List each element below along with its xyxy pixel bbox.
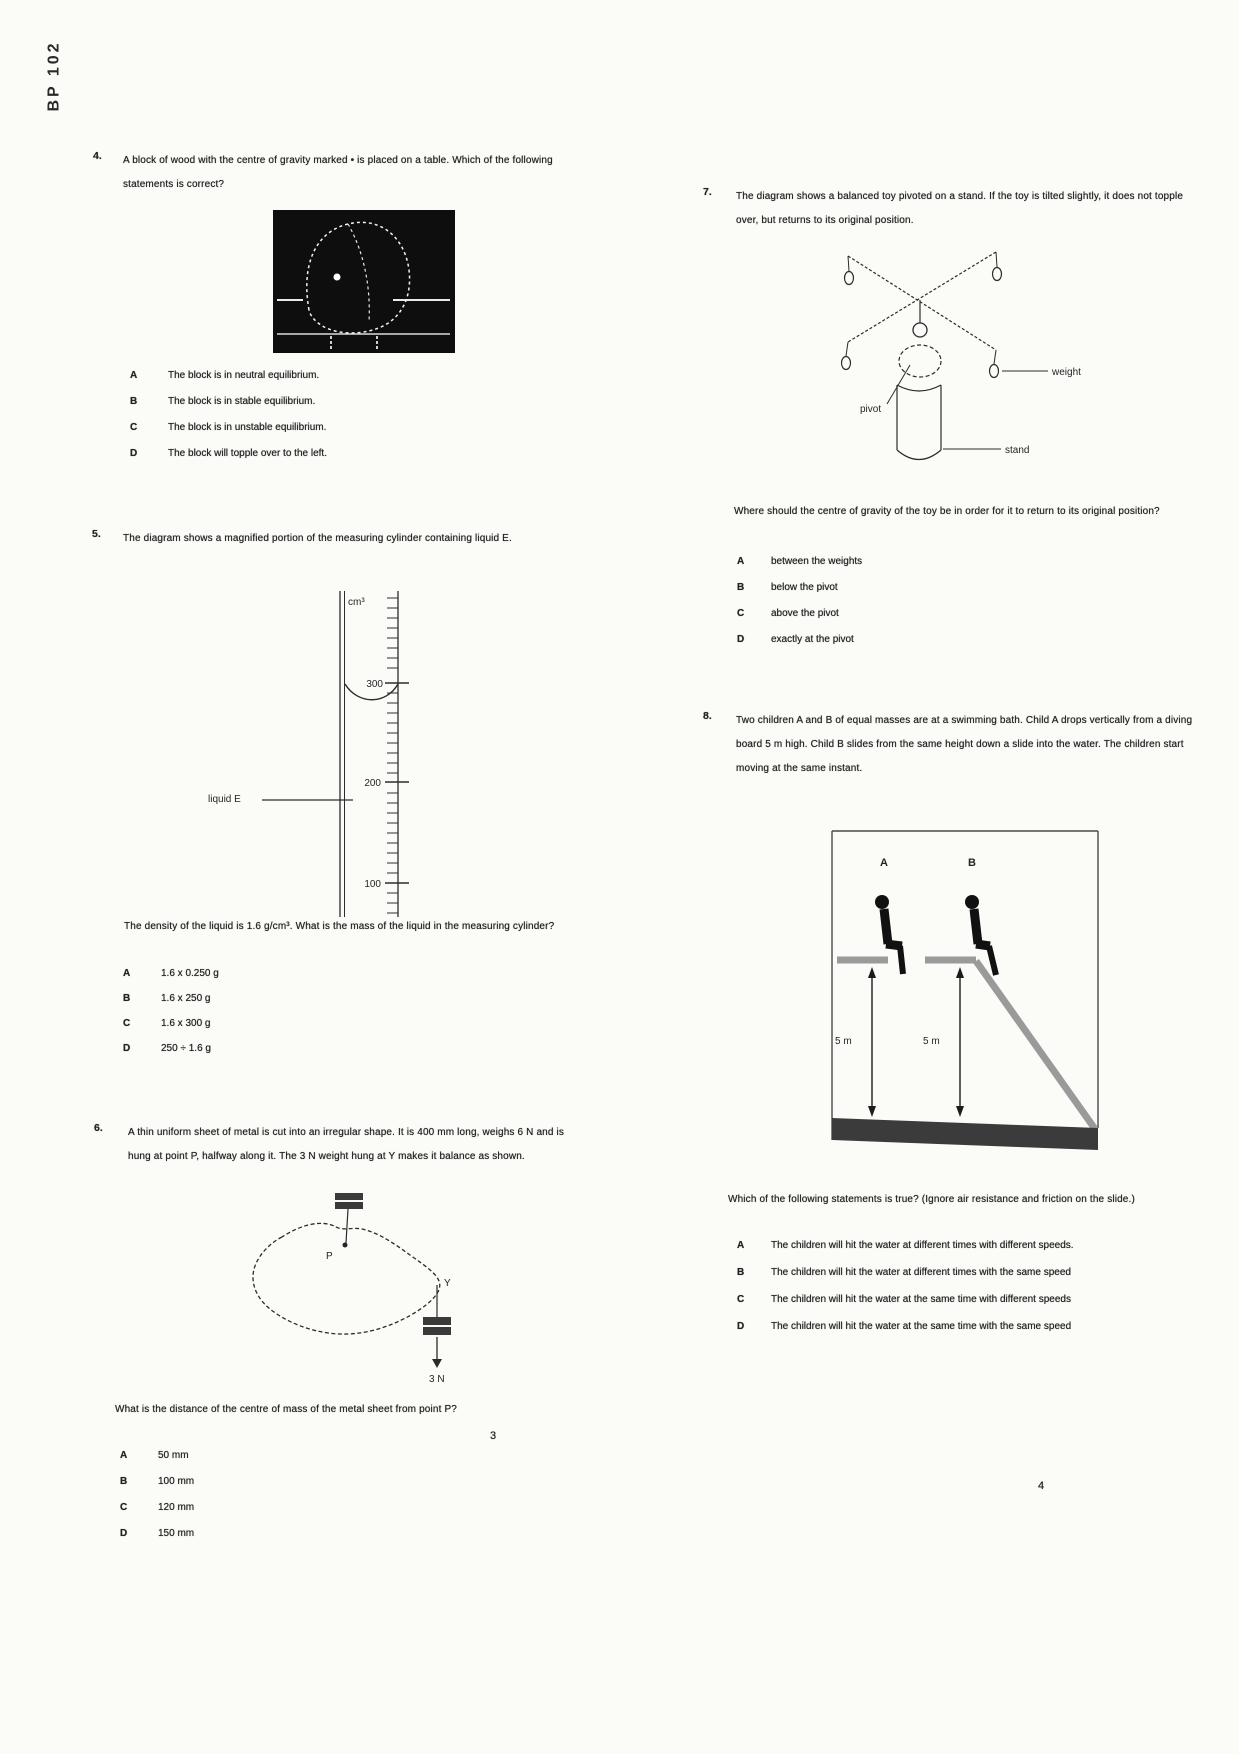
- option-row: [737, 556, 862, 582]
- cylinder-unit-label: cm³: [348, 597, 365, 608]
- child-a-torso: [884, 909, 888, 944]
- stand-rim: [897, 385, 941, 391]
- weight-ring-upper-right: [993, 268, 1002, 281]
- option-text: 50 mm: [158, 1450, 189, 1461]
- weight-bar-bottom: [423, 1327, 451, 1335]
- q6-question: What is the distance of the centre of mass of the metal sheet from point P?: [115, 1404, 457, 1415]
- option-row: [120, 1502, 194, 1528]
- q4-number: 4.: [93, 150, 102, 162]
- ring-string-upper-right: [996, 252, 997, 267]
- option-row: [123, 993, 219, 1018]
- option-row: [130, 396, 327, 422]
- option-text: The block will topple over to the left.: [168, 448, 327, 459]
- liquid-e-label: liquid E: [208, 794, 241, 805]
- q6-options: [120, 1450, 194, 1554]
- weight-bar-top: [423, 1317, 451, 1325]
- option-text: above the pivot: [771, 608, 839, 619]
- option-letter: A: [123, 968, 131, 979]
- option-letter: D: [120, 1528, 128, 1539]
- ring-string-upper-left: [848, 256, 849, 271]
- option-letter: C: [120, 1502, 128, 1513]
- child-b-thigh: [976, 944, 990, 946]
- option-letter: A: [130, 370, 138, 381]
- option-row: [737, 634, 862, 660]
- scale-label-300: 300: [366, 679, 383, 690]
- ring-string-lower-right: [994, 350, 996, 364]
- option-letter: A: [737, 1240, 745, 1251]
- child-b-head: [965, 895, 979, 909]
- height-arrow-b-head-top: [956, 967, 964, 978]
- option-row: [737, 1294, 1074, 1321]
- point-p-label: P: [326, 1251, 333, 1262]
- height-label-b: 5 m: [923, 1036, 940, 1047]
- child-b-torso: [974, 909, 978, 944]
- option-text: The block is in stable equilibrium.: [168, 396, 316, 407]
- scale-minor-ticks: [387, 598, 398, 913]
- option-row: [737, 1321, 1074, 1348]
- centre-of-gravity-dot: [334, 274, 341, 281]
- option-text: The children will hit the water at the same time with different speeds: [771, 1294, 1071, 1305]
- option-letter: B: [737, 582, 745, 593]
- q6-statement: A thin uniform sheet of metal is cut into an irregular shape. It is 400 mm long, weighs 6 N and is hung at point P, halfway along it. The 3 N weight hung at Y makes it balance as shown.: [128, 1127, 565, 1162]
- toy-arm-2: [848, 252, 996, 342]
- q7-balanced-toy-diagram: [815, 235, 1115, 475]
- toy-arm-1: [848, 256, 996, 350]
- stand-base-curve: [897, 450, 941, 460]
- option-text: The block is in neutral equilibrium.: [168, 370, 320, 381]
- option-row: [130, 422, 327, 448]
- option-letter: C: [130, 422, 138, 433]
- option-letter: D: [737, 634, 745, 645]
- slide-ramp: [976, 961, 1095, 1129]
- q4-options: [130, 370, 327, 474]
- option-text: 1.6 x 0.250 g: [161, 968, 219, 979]
- option-text: 250 ÷ 1.6 g: [161, 1043, 211, 1054]
- option-text: The children will hit the water at different times with the same speed: [771, 1267, 1071, 1278]
- force-label: 3 N: [429, 1374, 445, 1385]
- q6-metal-sheet-diagram: [240, 1185, 470, 1390]
- ring-string-lower-left: [846, 342, 848, 356]
- option-letter: D: [130, 448, 138, 459]
- option-text: 120 mm: [158, 1502, 195, 1513]
- weight-ring-lower-right: [990, 365, 999, 378]
- option-row: [130, 370, 327, 396]
- option-text: The children will hit the water at the same time with the same speed: [771, 1321, 1072, 1332]
- child-a-label: A: [880, 857, 888, 869]
- option-row: [123, 1018, 219, 1043]
- q8-question: Which of the following statements is true? (Ignore air resistance and friction on the slide.): [728, 1194, 1135, 1205]
- page-number-right: 4: [1038, 1480, 1045, 1492]
- child-a-head: [875, 895, 889, 909]
- pivot-pointer-line: [887, 365, 910, 404]
- option-text: exactly at the pivot: [771, 634, 854, 645]
- scale-label-100: 100: [364, 879, 381, 890]
- point-p-dot: [343, 1243, 348, 1248]
- option-letter: C: [737, 608, 745, 619]
- option-text: 1.6 x 300 g: [161, 1018, 211, 1029]
- q5-measuring-cylinder-diagram: [190, 583, 470, 928]
- q8-options: [737, 1240, 1074, 1348]
- support-clamp-bar-bottom: [335, 1202, 363, 1209]
- option-letter: B: [120, 1476, 128, 1487]
- q7-statement: The diagram shows a balanced toy pivoted on a stand. If the toy is tilted slightly, it does not topple over, but returns to its original position.: [736, 191, 1184, 226]
- page-number-left: 3: [490, 1430, 497, 1442]
- option-text: below the pivot: [771, 582, 838, 593]
- option-text: 1.6 x 250 g: [161, 993, 211, 1004]
- child-b-label: B: [968, 857, 976, 869]
- option-row: [737, 608, 862, 634]
- option-letter: D: [123, 1043, 131, 1054]
- height-label-a: 5 m: [835, 1036, 852, 1047]
- weight-label: weight: [1052, 367, 1081, 378]
- option-text: between the weights: [771, 556, 863, 567]
- water-surface-band: [832, 1118, 1098, 1150]
- option-row: [737, 1240, 1074, 1267]
- q7-options: [737, 556, 862, 660]
- weight-ring-upper-left: [845, 272, 854, 285]
- option-row: [123, 968, 219, 993]
- point-y-label: Y: [444, 1278, 451, 1289]
- option-letter: B: [737, 1267, 745, 1278]
- option-letter: B: [123, 993, 131, 1004]
- q5-number: 5.: [92, 528, 101, 540]
- option-text: 100 mm: [158, 1476, 195, 1487]
- q8-number: 8.: [703, 710, 712, 722]
- paper-code-text: BP 102: [46, 40, 64, 112]
- option-row: [130, 448, 327, 474]
- option-letter: A: [737, 556, 745, 567]
- stand-label: stand: [1005, 445, 1030, 456]
- height-arrow-a-head-bottom: [868, 1106, 876, 1117]
- child-a-thigh: [886, 944, 902, 946]
- child-b-leg: [989, 946, 996, 975]
- option-letter: A: [120, 1450, 128, 1461]
- pivot-label: pivot: [860, 404, 882, 415]
- option-letter: C: [737, 1294, 745, 1305]
- paper-code: [30, 10, 80, 142]
- weight-ring-lower-left: [842, 357, 851, 370]
- q5-options: [123, 968, 219, 1068]
- option-row: [120, 1476, 194, 1502]
- height-arrow-a-head-top: [868, 967, 876, 978]
- suspension-string: [346, 1209, 348, 1243]
- child-a-leg: [900, 946, 903, 974]
- option-letter: B: [130, 396, 138, 407]
- option-text: The children will hit the water at different times with different speeds.: [771, 1240, 1074, 1251]
- option-row: [120, 1450, 194, 1476]
- q7-question: Where should the centre of gravity of the toy be in order for it to return to its original position?: [734, 506, 1160, 517]
- option-letter: C: [123, 1018, 131, 1029]
- pivot-ball: [913, 323, 927, 337]
- force-arrow-head: [432, 1359, 442, 1368]
- q4-block-photo: [273, 210, 455, 353]
- q6-number: 6.: [94, 1122, 103, 1134]
- q8-swimming-bath-diagram: [830, 828, 1100, 1153]
- scale-label-200: 200: [364, 778, 381, 789]
- q7-number: 7.: [703, 186, 712, 198]
- option-letter: D: [737, 1321, 745, 1332]
- option-row: [737, 1267, 1074, 1294]
- option-text: 150 mm: [158, 1528, 195, 1539]
- q5-statement: The diagram shows a magnified portion of the measuring cylinder containing liquid E.: [123, 533, 512, 544]
- option-row: [737, 582, 862, 608]
- q8-statement: Two children A and B of equal masses are at a swimming bath. Child A drops vertically from a diving board 5 m high. Child B slides from the same height down a slide into the water. The children start moving at the same instant.: [736, 715, 1193, 774]
- support-clamp-bar-top: [335, 1193, 363, 1200]
- option-row: [120, 1528, 194, 1554]
- q5-question: The density of the liquid is 1.6 g/cm³. What is the mass of the liquid in the measuring cylinder?: [124, 921, 555, 932]
- height-arrow-b-head-bottom: [956, 1106, 964, 1117]
- option-row: [123, 1043, 219, 1068]
- option-text: The block is in unstable equilibrium.: [168, 422, 327, 433]
- q4-statement: A block of wood with the centre of gravity marked • is placed on a table. Which of the following statements is correct?: [123, 155, 553, 190]
